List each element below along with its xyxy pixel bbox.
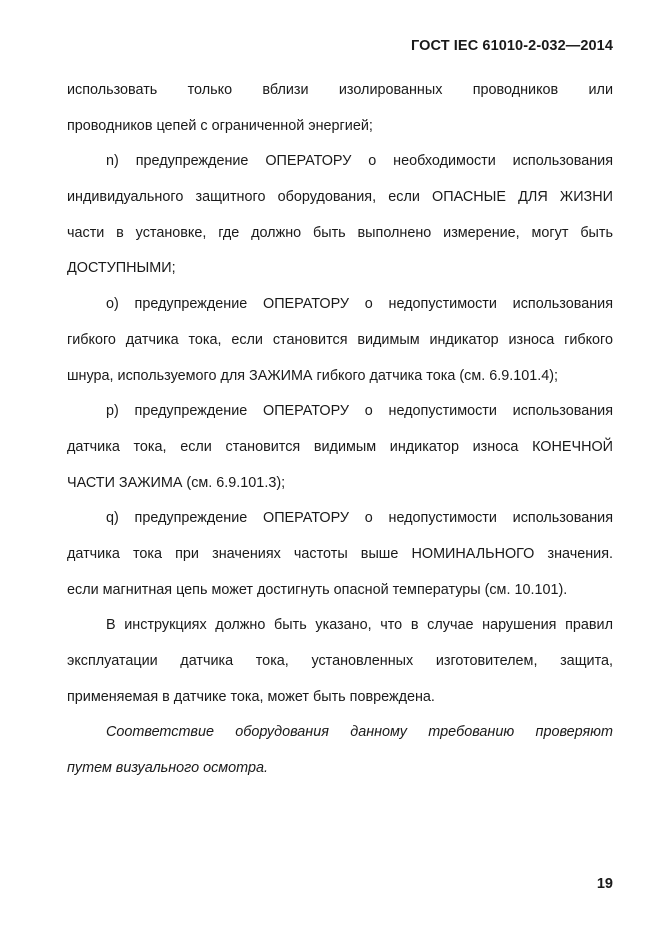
list-item-n-line: n) предупреждение ОПЕРАТОРУ о необходимости использования [106, 153, 613, 170]
text-line: ЧАСТИ ЗАЖИМА (см. 6.9.101.3); [67, 474, 286, 491]
list-item-p-line: p) предупреждение ОПЕРАТОРУ о недопустимости использования [106, 403, 613, 420]
list-item-o-line: o) предупреждение ОПЕРАТОРУ о недопустимости использования [106, 296, 613, 313]
text-line: датчика тока при значениях частоты выше НОМИНАЛЬНОГО значения. [67, 545, 613, 562]
paragraph-line: В инструкциях должно быть указано, что в случае нарушения правил [106, 617, 613, 634]
compliance-note-line: Соответствие оборудования данному требованию проверяют [106, 724, 613, 741]
text-line: использовать только вблизи изолированных проводников или [67, 82, 613, 98]
text-line: гибкого датчика тока, если становится видимым индикатор износа гибкого [67, 331, 613, 348]
text-line: проводников цепей с ограниченной энергией; [67, 117, 373, 134]
text-line: применяемая в датчике тока, может быть повреждена. [67, 688, 435, 705]
document-code-header: ГОСТ IEC 61010-2-032—2014 [411, 38, 613, 54]
text-line: части в установке, где должно быть выполнено измерение, могут быть [67, 224, 613, 241]
text-line: эксплуатации датчика тока, установленных изготовителем, защита, [67, 653, 613, 669]
compliance-note-line: путем визуального осмотра. [67, 760, 269, 777]
list-item-q-line: q) предупреждение ОПЕРАТОРУ о недопустимости использования [106, 510, 613, 527]
text-line: шнура, используемого для ЗАЖИМА гибкого датчика тока (см. 6.9.101.4); [67, 367, 559, 384]
text-line: индивидуального защитного оборудования, если ОПАСНЫЕ ДЛЯ ЖИЗНИ [67, 189, 613, 206]
text-line: ДОСТУПНЫМИ; [67, 260, 176, 277]
text-line: если магнитная цепь может достигнуть опасной температуры (см. 10.101). [67, 581, 568, 598]
page-number: 19 [596, 876, 613, 892]
page-body [67, 73, 613, 787]
text-line: датчика тока, если становится видимым индикатор износа КОНЕЧНОЙ [67, 438, 613, 455]
